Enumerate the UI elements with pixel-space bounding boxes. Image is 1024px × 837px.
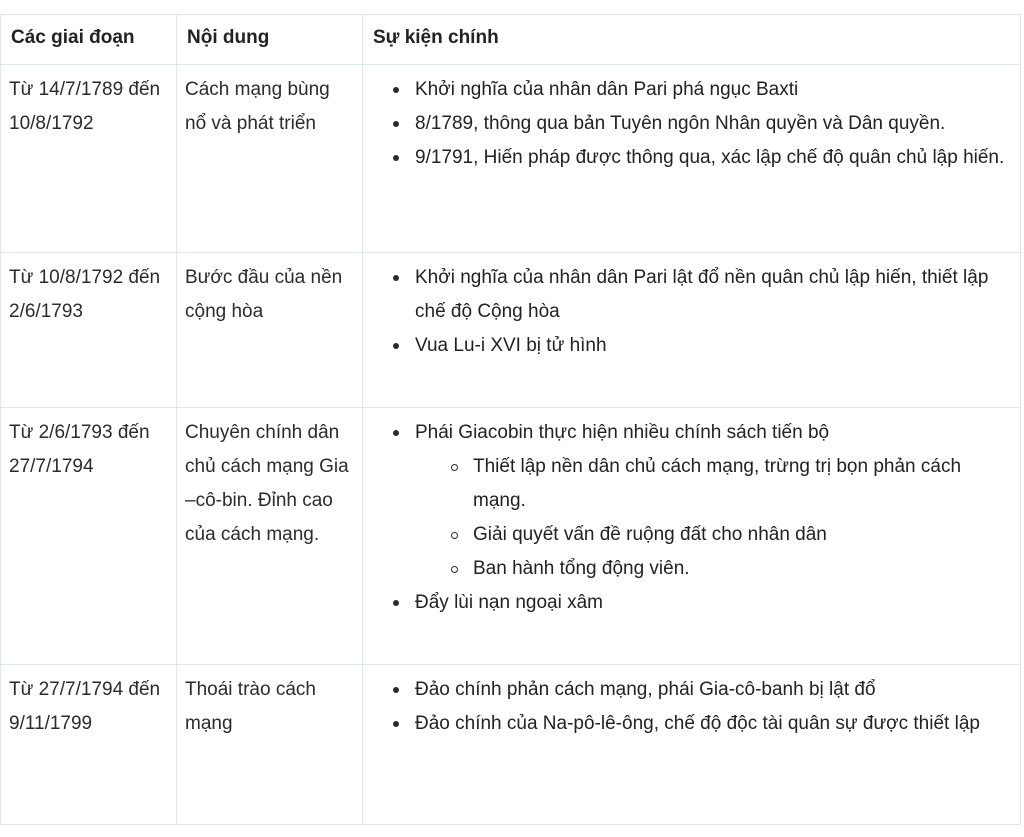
table-row [1, 408, 1021, 665]
event-item [415, 416, 1012, 586]
event-item: Đảo chính của Na-pô-lê-ông, chế độ độc tài quân sự được thiết lập [415, 707, 1012, 741]
stage-period: Từ 10/8/1792 đến 2/6/1793 [1, 253, 177, 408]
table-row [1, 253, 1021, 408]
events-list [371, 73, 1012, 175]
table-row [1, 65, 1021, 253]
event-item: Đảo chính phản cách mạng, phái Gia-cô-banh bị lật đổ [415, 673, 1012, 707]
revolution-stages-table [0, 14, 1021, 825]
event-item: 8/1789, thông qua bản Tuyên ngôn Nhân quyền và Dân quyền. [415, 107, 1012, 141]
stage-content: Bước đầu của nền cộng hòa [177, 253, 363, 408]
stage-content: Chuyên chính dân chủ cách mạng Gia –cô-bin. Đỉnh cao của cách mạng. [177, 408, 363, 665]
table-header-row [1, 15, 1021, 65]
stage-events [363, 665, 1021, 825]
stage-events [363, 253, 1021, 408]
stage-events [363, 65, 1021, 253]
event-item: Vua Lu-i XVI bị tử hình [415, 329, 1012, 363]
sub-event-item: Giải quyết vấn đề ruộng đất cho nhân dân [473, 518, 1012, 552]
event-text: Phái Giacobin thực hiện nhiều chính sách tiến bộ [415, 422, 830, 443]
stage-period: Từ 14/7/1789 đến 10/8/1792 [1, 65, 177, 253]
sub-events-list [415, 450, 1012, 586]
stage-events [363, 408, 1021, 665]
stage-period: Từ 2/6/1793 đến 27/7/1794 [1, 408, 177, 665]
header-stages: Các giai đoạn [1, 15, 177, 65]
stage-period: Từ 27/7/1794 đến 9/11/1799 [1, 665, 177, 825]
sub-event-item: Thiết lập nền dân chủ cách mạng, trừng trị bọn phản cách mạng. [473, 450, 1012, 518]
event-item: 9/1791, Hiến pháp được thông qua, xác lập chế độ quân chủ lập hiến. [415, 141, 1012, 175]
stage-content: Thoái trào cách mạng [177, 665, 363, 825]
events-list [371, 416, 1012, 620]
events-list [371, 673, 1012, 741]
header-main-events: Sự kiện chính [363, 15, 1021, 65]
header-content: Nội dung [177, 15, 363, 65]
events-list [371, 261, 1012, 363]
event-item: Khởi nghĩa của nhân dân Pari phá ngục Baxti [415, 73, 1012, 107]
event-item: Đẩy lùi nạn ngoại xâm [415, 586, 1012, 620]
stage-content: Cách mạng bùng nổ và phát triển [177, 65, 363, 253]
sub-event-item: Ban hành tổng động viên. [473, 552, 1012, 586]
table-row [1, 665, 1021, 825]
event-item: Khởi nghĩa của nhân dân Pari lật đổ nền quân chủ lập hiến, thiết lập chế độ Cộng hòa [415, 261, 1012, 329]
